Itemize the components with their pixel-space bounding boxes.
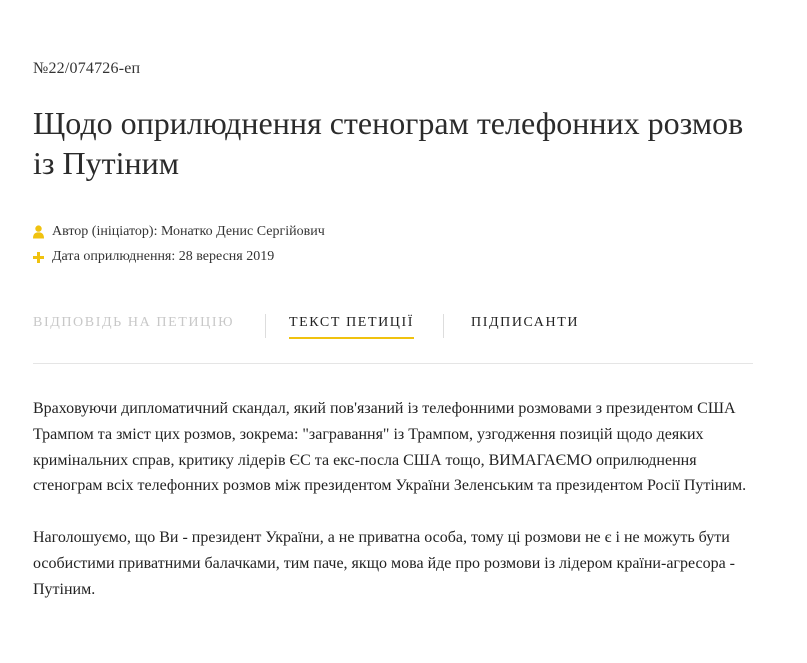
petition-body — [33, 396, 753, 629]
body-paragraph: Наголошуємо, що Ви - президент України, а не приватна особа, тому ці розмови не є і не можуть бути особистими приватними балачками, тим паче, якщо мова йде про розмови із лідером країни-агресора - Путіним. — [33, 529, 736, 598]
date-row — [33, 244, 325, 269]
body-paragraph: Враховуючи дипломатичний скандал, який пов'язаний із телефонними розмовами з президентом США Трампом та зміст цих розмов, зокрема: "загравання" із Трампом, узгодження позицій щодо деяких кримінальних справ, критику лідерів ЄС та екс-посла США тощо, ВИМАГАЄМО оприлюднення стенограм всіх телефонних розмов між президентом України Зеленським та президентом Росії Путіним. — [33, 400, 747, 495]
plus-icon — [33, 250, 44, 264]
author-text: Автор (ініціатор): Монатко Денис Сергійович — [52, 223, 325, 239]
date-text: Дата оприлюднення: 28 вересня 2019 — [52, 248, 275, 264]
petition-tabs — [33, 313, 753, 364]
author-row — [33, 219, 325, 244]
petition-number: №22/074726-еп — [33, 60, 141, 77]
tab-divider — [443, 314, 444, 338]
tab-petition-text[interactable]: ТЕКСТ ПЕТИЦІЇ — [289, 313, 414, 339]
tab-answer[interactable]: ВІДПОВІДЬ НА ПЕТИЦІЮ — [33, 315, 235, 330]
person-icon — [33, 225, 44, 239]
tab-signers[interactable]: ПІДПИСАНТИ — [471, 315, 580, 330]
petition-title: Щодо оприлюднення стенограм телефонних розмов із Путіним — [33, 105, 744, 181]
tab-divider — [265, 314, 266, 338]
petition-meta — [33, 219, 325, 269]
